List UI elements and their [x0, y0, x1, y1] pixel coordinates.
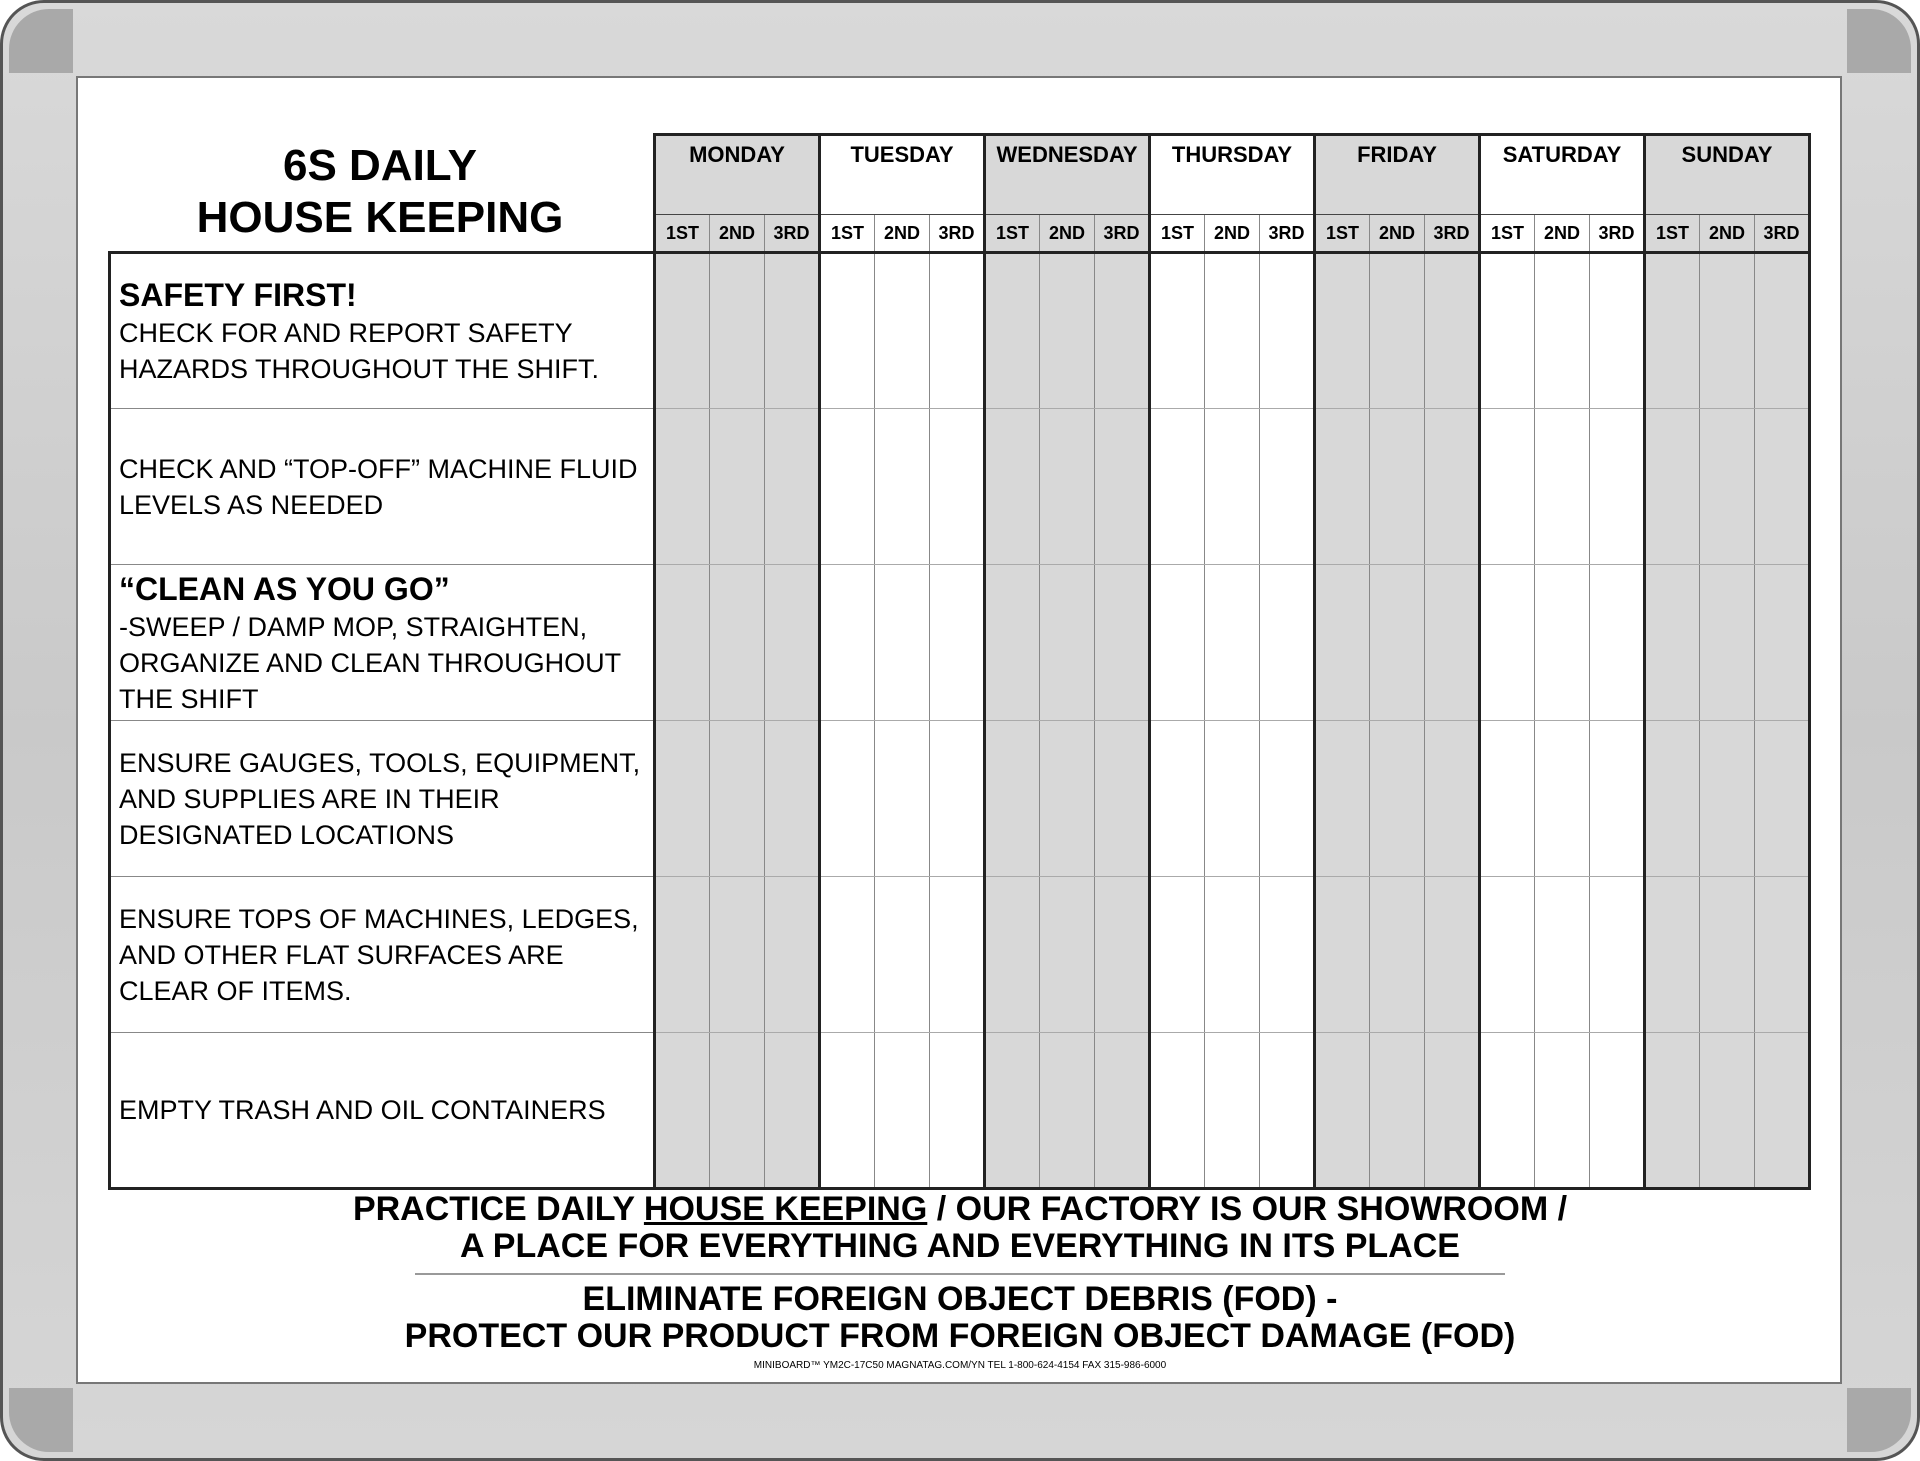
- checkoff-cell[interactable]: [1040, 877, 1095, 1033]
- checkoff-cell[interactable]: [875, 409, 930, 565]
- checkoff-cell[interactable]: [1425, 1033, 1480, 1189]
- frame-corner: [9, 1388, 73, 1452]
- checkoff-cell[interactable]: [1315, 721, 1370, 877]
- checkoff-cell[interactable]: [985, 253, 1040, 409]
- checkoff-cell[interactable]: [1645, 877, 1700, 1033]
- checkoff-cell[interactable]: [765, 877, 820, 1033]
- frame-corner: [9, 9, 73, 73]
- checkoff-cell[interactable]: [1700, 877, 1755, 1033]
- checkoff-cell[interactable]: [1150, 721, 1205, 877]
- day-header-row: [110, 135, 1810, 215]
- task-rows: [110, 253, 1810, 1189]
- task-heading: SAFETY FIRST!: [119, 277, 357, 313]
- checkoff-cell[interactable]: [820, 253, 875, 409]
- checkoff-cell[interactable]: [1315, 1033, 1370, 1189]
- checkoff-cell[interactable]: [710, 253, 765, 409]
- shift-header: 2ND: [1205, 215, 1260, 253]
- task-label: [110, 409, 655, 565]
- checkoff-cell[interactable]: [1645, 409, 1700, 565]
- checkoff-cell[interactable]: [1260, 721, 1315, 877]
- checkoff-cell[interactable]: [1535, 409, 1590, 565]
- checkoff-cell[interactable]: [1150, 253, 1205, 409]
- slogan-underlined: HOUSE KEEPING: [643, 1190, 928, 1228]
- slogan-line-1: [110, 1191, 1810, 1228]
- checkoff-cell[interactable]: [820, 721, 875, 877]
- checkoff-cell[interactable]: [1040, 409, 1095, 565]
- checkoff-cell[interactable]: [655, 565, 710, 721]
- checkoff-cell[interactable]: [820, 565, 875, 721]
- checkoff-cell[interactable]: [1480, 565, 1535, 721]
- shift-header: 1ST: [1150, 215, 1205, 253]
- shift-header: 1ST: [655, 215, 710, 253]
- slogan-text: PRACTICE DAILY: [352, 1190, 644, 1228]
- checkoff-cell[interactable]: [985, 721, 1040, 877]
- checkoff-cell[interactable]: [1260, 1033, 1315, 1189]
- checkoff-cell[interactable]: [1205, 253, 1260, 409]
- checkoff-cell[interactable]: [1480, 409, 1535, 565]
- checkoff-cell[interactable]: [1205, 409, 1260, 565]
- checkoff-cell[interactable]: [1425, 253, 1480, 409]
- checkoff-cell[interactable]: [1370, 253, 1425, 409]
- housekeeping-grid: [108, 133, 1811, 1190]
- shift-header: 1ST: [985, 215, 1040, 253]
- checkoff-cell[interactable]: [875, 1033, 930, 1189]
- checkoff-cell[interactable]: [930, 409, 985, 565]
- checkoff-cell[interactable]: [1700, 409, 1755, 565]
- checkoff-cell[interactable]: [1040, 1033, 1095, 1189]
- day-header-friday: FRIDAY: [1315, 135, 1480, 215]
- shift-header: 2ND: [1700, 215, 1755, 253]
- checkoff-cell[interactable]: [1645, 1033, 1700, 1189]
- day-header-tuesday: TUESDAY: [820, 135, 985, 215]
- shift-header: 3RD: [1425, 215, 1480, 253]
- checkoff-cell[interactable]: [1590, 721, 1645, 877]
- checkoff-cell[interactable]: [1535, 565, 1590, 721]
- checkoff-cell[interactable]: [1315, 253, 1370, 409]
- shift-header: 3RD: [1095, 215, 1150, 253]
- task-label: [110, 721, 655, 877]
- checkoff-cell[interactable]: [985, 877, 1040, 1033]
- footer-fod: [110, 1281, 1810, 1355]
- task-text: -SWEEP / DAMP MOP, STRAIGHTEN, ORGANIZE AND CLEAN THROUGHOUT THE SHIFT: [119, 611, 621, 714]
- checkoff-cell[interactable]: [1260, 877, 1315, 1033]
- checkoff-cell[interactable]: [1205, 721, 1260, 877]
- checkoff-cell[interactable]: [1315, 565, 1370, 721]
- checkoff-cell[interactable]: [655, 877, 710, 1033]
- task-text: ENSURE GAUGES, TOOLS, EQUIPMENT, AND SUPPLIES ARE IN THEIR DESIGNATED LOCATIONS: [119, 747, 641, 850]
- checkoff-cell[interactable]: [1370, 1033, 1425, 1189]
- checkoff-cell[interactable]: [875, 253, 930, 409]
- shift-header: 2ND: [710, 215, 765, 253]
- shift-header: 1ST: [1480, 215, 1535, 253]
- checkoff-cell[interactable]: [1700, 565, 1755, 721]
- checkoff-cell[interactable]: [1590, 1033, 1645, 1189]
- task-label: [110, 877, 655, 1033]
- checkoff-cell[interactable]: [655, 409, 710, 565]
- checkoff-cell[interactable]: [1095, 1033, 1150, 1189]
- checkoff-cell[interactable]: [1370, 409, 1425, 565]
- checkoff-cell[interactable]: [710, 877, 765, 1033]
- checkoff-cell[interactable]: [820, 1033, 875, 1189]
- shift-header: 1ST: [820, 215, 875, 253]
- day-header-sunday: SUNDAY: [1645, 135, 1810, 215]
- checkoff-cell[interactable]: [1535, 877, 1590, 1033]
- checkoff-cell[interactable]: [985, 565, 1040, 721]
- checkoff-cell[interactable]: [1095, 721, 1150, 877]
- footer-slogan: [110, 1191, 1810, 1265]
- frame-corner: [1847, 9, 1911, 73]
- checkoff-cell[interactable]: [1315, 409, 1370, 565]
- checkoff-cell[interactable]: [1095, 877, 1150, 1033]
- task-row: [110, 721, 1810, 877]
- checkoff-cell[interactable]: [875, 565, 930, 721]
- checkoff-cell[interactable]: [1535, 253, 1590, 409]
- checkoff-cell[interactable]: [765, 565, 820, 721]
- fod-line-1: ELIMINATE FOREIGN OBJECT DEBRIS (FOD) -: [582, 1280, 1338, 1318]
- slogan-text: / OUR FACTORY IS OUR SHOWROOM /: [927, 1190, 1568, 1228]
- checkoff-cell[interactable]: [1260, 253, 1315, 409]
- checkoff-cell[interactable]: [1315, 877, 1370, 1033]
- checkoff-cell[interactable]: [985, 1033, 1040, 1189]
- task-text: EMPTY TRASH AND OIL CONTAINERS: [119, 1095, 606, 1125]
- footer-divider: [415, 1273, 1505, 1275]
- checkoff-cell[interactable]: [1645, 253, 1700, 409]
- day-header-saturday: SATURDAY: [1480, 135, 1645, 215]
- shift-header: 3RD: [1260, 215, 1315, 253]
- checkoff-cell[interactable]: [930, 565, 985, 721]
- checkoff-cell[interactable]: [765, 721, 820, 877]
- checkoff-cell[interactable]: [1205, 877, 1260, 1033]
- task-label: [110, 253, 655, 409]
- checkoff-cell[interactable]: [930, 253, 985, 409]
- checkoff-cell[interactable]: [1425, 565, 1480, 721]
- task-row: [110, 253, 1810, 409]
- shift-header: 1ST: [1315, 215, 1370, 253]
- task-row: [110, 565, 1810, 721]
- checkoff-cell[interactable]: [1425, 409, 1480, 565]
- checkoff-cell[interactable]: [1040, 565, 1095, 721]
- checkoff-cell[interactable]: [655, 721, 710, 877]
- checkoff-cell[interactable]: [1535, 721, 1590, 877]
- checkoff-cell[interactable]: [710, 721, 765, 877]
- checkoff-cell[interactable]: [765, 253, 820, 409]
- shift-header: 2ND: [875, 215, 930, 253]
- checkoff-cell[interactable]: [930, 877, 985, 1033]
- checkoff-cell[interactable]: [710, 1033, 765, 1189]
- task-text: CHECK AND “TOP-OFF” MACHINE FLUID LEVELS AS NEEDED: [119, 453, 638, 520]
- checkoff-cell[interactable]: [1150, 565, 1205, 721]
- checkoff-cell[interactable]: [655, 1033, 710, 1189]
- title-line-2: HOUSE KEEPING: [196, 193, 564, 242]
- checkoff-cell[interactable]: [710, 565, 765, 721]
- checkoff-cell[interactable]: [875, 877, 930, 1033]
- checkoff-cell[interactable]: [1700, 1033, 1755, 1189]
- day-header-monday: MONDAY: [655, 135, 820, 215]
- task-text: CHECK FOR AND REPORT SAFETY HAZARDS THROUGHOUT THE SHIFT.: [119, 318, 600, 384]
- checkoff-cell[interactable]: [1590, 409, 1645, 565]
- shift-header-row: [110, 215, 1810, 253]
- checkoff-cell[interactable]: [1095, 409, 1150, 565]
- checkoff-cell[interactable]: [1095, 253, 1150, 409]
- task-row: [110, 409, 1810, 565]
- checkoff-cell[interactable]: [1755, 409, 1810, 565]
- checkoff-cell[interactable]: [1425, 877, 1480, 1033]
- checkoff-cell[interactable]: [1370, 877, 1425, 1033]
- checkoff-cell[interactable]: [1150, 409, 1205, 565]
- checkoff-cell[interactable]: [820, 877, 875, 1033]
- checkoff-cell[interactable]: [1645, 565, 1700, 721]
- shift-header: 3RD: [930, 215, 985, 253]
- shift-header: 1ST: [1645, 215, 1700, 253]
- checkoff-cell[interactable]: [930, 721, 985, 877]
- checkoff-cell[interactable]: [1205, 1033, 1260, 1189]
- day-header-thursday: THURSDAY: [1150, 135, 1315, 215]
- fine-print: MINIBOARD™ YM2C-17C50 MAGNATAG.COM/YN TEL 1-800-624-4154 FAX 315-986-6000: [753, 1360, 1167, 1371]
- checkoff-cell[interactable]: [1700, 253, 1755, 409]
- title-line-1: 6S DAILY: [282, 141, 477, 190]
- checkoff-cell[interactable]: [1095, 565, 1150, 721]
- checkoff-cell[interactable]: [1590, 253, 1645, 409]
- checkoff-cell[interactable]: [1040, 721, 1095, 877]
- shift-header: 2ND: [1370, 215, 1425, 253]
- task-label: [110, 565, 655, 721]
- checkoff-cell[interactable]: [1645, 721, 1700, 877]
- checkoff-cell[interactable]: [1755, 1033, 1810, 1189]
- checkoff-cell[interactable]: [1040, 253, 1095, 409]
- checkoff-cell[interactable]: [1150, 877, 1205, 1033]
- shift-header: 3RD: [1755, 215, 1810, 253]
- checkoff-cell[interactable]: [1205, 565, 1260, 721]
- slogan-line-2: A PLACE FOR EVERYTHING AND EVERYTHING IN ITS PLACE: [460, 1227, 1460, 1265]
- checkoff-cell[interactable]: [1480, 721, 1535, 877]
- task-row: [110, 877, 1810, 1033]
- checkoff-cell[interactable]: [1425, 721, 1480, 877]
- task-row: [110, 1033, 1810, 1189]
- shift-header: 2ND: [1535, 215, 1590, 253]
- checkoff-cell[interactable]: [1480, 253, 1535, 409]
- shift-header: 3RD: [1590, 215, 1645, 253]
- checkoff-cell[interactable]: [1590, 877, 1645, 1033]
- checkoff-cell[interactable]: [1590, 565, 1645, 721]
- checkoff-cell[interactable]: [655, 253, 710, 409]
- grid-corner: [110, 135, 655, 215]
- day-header-wednesday: WEDNESDAY: [985, 135, 1150, 215]
- checkoff-cell[interactable]: [1755, 877, 1810, 1033]
- checkoff-cell[interactable]: [765, 409, 820, 565]
- checkoff-cell[interactable]: [985, 409, 1040, 565]
- fod-line-2: PROTECT OUR PRODUCT FROM FOREIGN OBJECT DAMAGE (FOD): [404, 1317, 1516, 1355]
- checkoff-cell[interactable]: [765, 1033, 820, 1189]
- checkoff-cell[interactable]: [1370, 565, 1425, 721]
- checkoff-cell[interactable]: [1755, 565, 1810, 721]
- grid-corner: [110, 215, 655, 253]
- checkoff-cell[interactable]: [710, 409, 765, 565]
- checkoff-cell[interactable]: [1480, 877, 1535, 1033]
- shift-header: 3RD: [765, 215, 820, 253]
- checkoff-cell[interactable]: [1755, 253, 1810, 409]
- checkoff-cell[interactable]: [1260, 409, 1315, 565]
- checkoff-cell[interactable]: [875, 721, 930, 877]
- checkoff-cell[interactable]: [820, 409, 875, 565]
- shift-header: 2ND: [1040, 215, 1095, 253]
- checkoff-cell[interactable]: [1260, 565, 1315, 721]
- checkoff-cell[interactable]: [1755, 721, 1810, 877]
- task-text: ENSURE TOPS OF MACHINES, LEDGES, AND OTHER FLAT SURFACES ARE CLEAR OF ITEMS.: [119, 903, 639, 1006]
- frame-corner: [1847, 1388, 1911, 1452]
- checkoff-cell[interactable]: [930, 1033, 985, 1189]
- checkoff-cell[interactable]: [1700, 721, 1755, 877]
- checkoff-cell[interactable]: [1480, 1033, 1535, 1189]
- task-label: [110, 1033, 655, 1189]
- checkoff-cell[interactable]: [1150, 1033, 1205, 1189]
- checkoff-cell[interactable]: [1535, 1033, 1590, 1189]
- checkoff-cell[interactable]: [1370, 721, 1425, 877]
- task-heading: “CLEAN AS YOU GO”: [119, 570, 450, 607]
